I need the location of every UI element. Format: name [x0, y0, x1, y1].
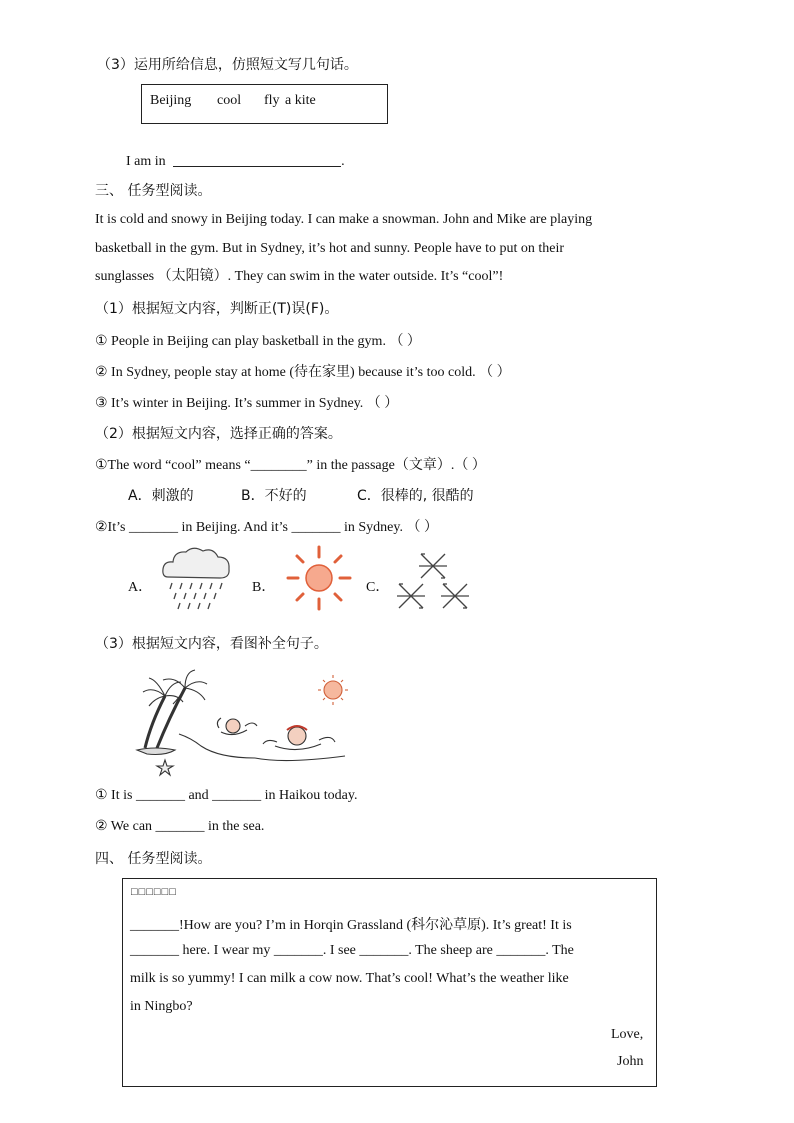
tf-item-1: ① People in Beijing can play basketball in the gym. （ ） — [95, 334, 421, 349]
sentence-end: . — [341, 154, 345, 169]
pic-option-a-label: A． — [128, 580, 153, 595]
choice-item-2: ②It’s _______ in Beijing. And it’s _______ in Sydney. （ ） — [95, 520, 438, 535]
pic-option-b-label: B． — [252, 580, 276, 595]
snowflakes-icon — [395, 550, 471, 612]
sentence-start: I am in — [126, 154, 166, 169]
info-word-fly: fly — [264, 93, 280, 108]
answer-blank[interactable] — [173, 152, 341, 167]
beach-swimming-illustration — [135, 668, 365, 776]
reading-passage — [95, 206, 667, 292]
info-word-beijing: Beijing — [150, 93, 192, 108]
sun-icon — [285, 545, 353, 611]
passage-line: It is cold and snowy in Beijing today. I can make a snowman. John and Mike are playing — [95, 212, 593, 227]
letter-header-garbled: □□□□□□ — [131, 886, 177, 898]
option-c: C．很棒的, 很酷的 — [357, 488, 474, 504]
rain-cloud-icon — [160, 545, 235, 615]
picture-sentence-1: ① It is _______ and _______ in Haikou today. — [95, 788, 358, 803]
info-box — [141, 84, 388, 124]
option-b: B．不好的 — [241, 488, 307, 504]
letter-signature: John — [617, 1054, 644, 1069]
writing-sentence — [126, 152, 345, 170]
section4-title: 四、 任务型阅读。 — [95, 851, 212, 867]
tf-item-3: ③ It’s winter in Beijing. It’s summer in Sydney. （ ） — [95, 396, 399, 411]
letter-line: _______!How are you? I’m in Horqin Grassland (科尔沁草原). It’s great! It is — [130, 918, 572, 933]
pic-option-c-label: C． — [366, 580, 390, 595]
passage-line: basketball in the gym. But in Sydney, it’s hot and sunny. People have to put on their — [95, 240, 565, 256]
letter-closing: Love, — [611, 1027, 644, 1042]
choice-item-1: ①The word “cool” means “________” in the passage（文章）.（ ） — [95, 458, 486, 473]
q1-instruction: （1）根据短文内容，判断正(T)误(F)。 — [95, 301, 339, 317]
info-word-kite: a kite — [285, 93, 316, 108]
writing-instruction: （3）运用所给信息，仿照短文写几句话。 — [97, 57, 358, 73]
info-word-cool: cool — [217, 93, 242, 108]
q2-instruction: （2）根据短文内容，选择正确的答案。 — [95, 426, 342, 442]
q3-instruction: （3）根据短文内容，看图补全句子。 — [95, 636, 328, 652]
option-a: A．刺激的 — [128, 488, 194, 504]
letter-line: milk is so yummy! I can milk a cow now. That’s cool! What’s the weather like — [130, 971, 569, 986]
letter-line: in Ningbo? — [130, 999, 193, 1014]
picture-sentence-2: ② We can _______ in the sea. — [95, 819, 265, 834]
tf-item-2: ② In Sydney, people stay at home (待在家里) because it’s too cold. （ ） — [95, 365, 511, 380]
passage-line: sunglasses （太阳镜）. They can swim in the water outside. It’s “cool”! — [95, 269, 504, 284]
section3-title: 三、 任务型阅读。 — [95, 183, 212, 199]
letter-line: _______ here. I wear my _______. I see _______. The sheep are _______. The — [130, 943, 574, 958]
